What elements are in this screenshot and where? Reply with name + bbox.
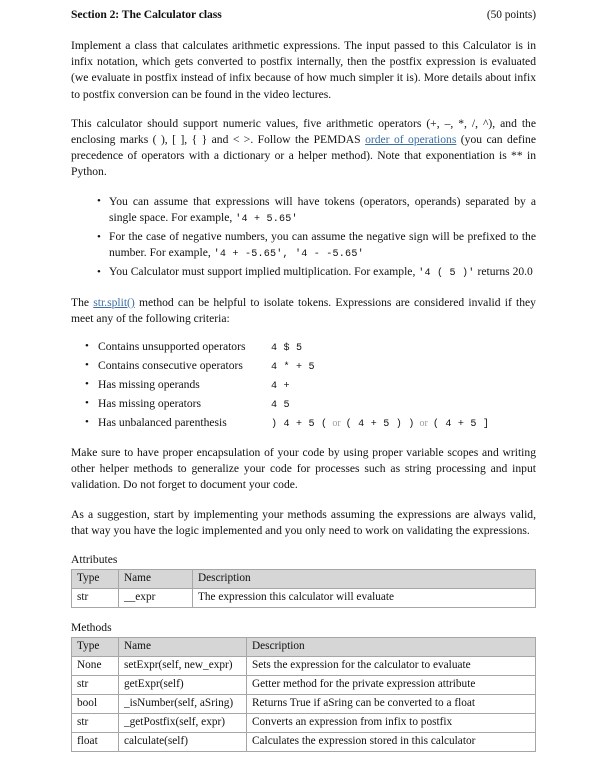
table-header-row xyxy=(72,570,536,589)
list-item xyxy=(97,264,536,282)
criteria-code-1: ( 4 + 5 ) ) xyxy=(345,419,415,431)
cell-description: Returns True if aSring can be converted to a float xyxy=(247,695,536,714)
section-heading xyxy=(71,8,536,21)
bullet-code: '4 ( 5 )' xyxy=(418,268,475,280)
cell-description: Converts an expression from infix to postfix xyxy=(247,714,536,733)
assumption-bullet-list xyxy=(71,194,536,283)
bullet-code: '4 + -5.65', '4 - -5.65' xyxy=(213,249,364,261)
criteria-code-0: 4 5 xyxy=(271,400,290,412)
cell-type: bool xyxy=(72,695,119,714)
paragraph-intro: Implement a class that calculates arithmetic expressions. The input passed to this Calculator is in infix notation, which gets converted to postfix internally, then the postfix expression is evaluated (we evaluate in postfix instead of infix because of how much simpler it is). More details about infix to postfix conversion can be found in the video lectures. xyxy=(71,39,536,101)
str-split-link[interactable]: str.split() xyxy=(93,295,135,309)
cell-description: The expression this calculator will evaluate xyxy=(193,589,536,608)
table-row xyxy=(72,589,536,608)
bullet-code: '4 + 5.65' xyxy=(235,213,298,225)
section-points: (50 points) xyxy=(486,9,536,21)
table-row xyxy=(72,733,536,752)
list-item xyxy=(85,414,536,433)
table-row xyxy=(72,657,536,676)
criteria-label: • Has missing operands xyxy=(98,378,200,392)
criteria-label: • Contains consecutive operators xyxy=(98,359,243,373)
criteria-code-0: ) 4 + 5 ( xyxy=(271,419,328,431)
bullet-text-post: returns 20.0 xyxy=(474,265,533,279)
criteria-code xyxy=(271,414,536,433)
list-item xyxy=(85,338,536,357)
criteria-label: • Contains unsupported operators xyxy=(98,340,246,354)
list-item xyxy=(97,194,536,228)
cell-name: calculate(self) xyxy=(119,733,247,752)
paragraph-encapsulation: Make sure to have proper encapsulation of your code by using proper variable scopes and writing other helper methods to generalize your code for processes such as string processing and input validation. Do not forget to document your code. xyxy=(71,446,536,492)
criteria-label: • Has unbalanced parenthesis xyxy=(98,416,227,430)
document-content xyxy=(71,8,536,764)
criteria-code-0: 4 * + 5 xyxy=(271,362,315,374)
cell-description: Sets the expression for the calculator to evaluate xyxy=(247,657,536,676)
table-header-row xyxy=(72,638,536,657)
methods-caption: Methods xyxy=(71,621,112,635)
table-row xyxy=(72,714,536,733)
column-header-description: Description xyxy=(247,638,536,657)
criteria-code xyxy=(271,395,536,414)
column-header-type: Type xyxy=(72,638,119,657)
column-header-name: Name xyxy=(119,638,247,657)
cell-name: setExpr(self, new_expr) xyxy=(119,657,247,676)
split-text-pre: The xyxy=(71,295,94,309)
column-header-type: Type xyxy=(72,570,119,589)
or-separator: or xyxy=(419,418,428,430)
split-text-post: method can be helpful to isolate tokens. Expressions are considered invalid if they meet any of the following criteria: xyxy=(71,295,536,325)
attributes-table xyxy=(71,569,536,608)
or-separator: or xyxy=(332,418,341,430)
cell-type: str xyxy=(72,714,119,733)
list-item xyxy=(85,395,536,414)
paragraph-split xyxy=(71,295,536,327)
column-header-description: Description xyxy=(193,570,536,589)
order-of-operations-link[interactable]: order of operations xyxy=(365,133,457,147)
methods-table xyxy=(71,637,536,752)
cell-type: str xyxy=(72,676,119,695)
bullet-text-pre: For the case of negative numbers, you can assume the negative sign will be prefixed to the number. For example, xyxy=(109,230,536,260)
criteria-code-2: ( 4 + 5 ] xyxy=(432,419,490,431)
table-row xyxy=(72,695,536,714)
criteria-code xyxy=(271,357,536,376)
list-item xyxy=(85,357,536,376)
section-title: Section 2: The Calculator class xyxy=(71,8,222,21)
cell-name: _getPostfix(self, expr) xyxy=(119,714,247,733)
cell-description: Calculates the expression stored in this calculator xyxy=(247,733,536,752)
criteria-label: • Has missing operators xyxy=(98,397,202,411)
cell-type: str xyxy=(72,589,119,608)
cell-type: None xyxy=(72,657,119,676)
cell-name: _isNumber(self, aSring) xyxy=(119,695,247,714)
cell-name: __expr xyxy=(119,589,193,608)
criteria-list xyxy=(71,338,536,433)
paragraph-suggestion: As a suggestion, start by implementing your methods assuming the expressions are always valid, that way you have the logic implemented and you only need to work on validating the expressions. xyxy=(71,507,536,537)
operators-text-post: (you can define precedence of operators with a dictionary or a helper method). Note that exponentiation is ** in Python. xyxy=(71,133,536,179)
cell-name: getExpr(self) xyxy=(119,676,247,695)
criteria-code xyxy=(271,376,536,395)
bullet-text-pre: You can assume that expressions will have tokens (operators, operands) separated by a single space. For example, xyxy=(109,194,536,224)
criteria-code-0: 4 $ 5 xyxy=(271,343,303,355)
cell-description: Getter method for the private expression attribute xyxy=(247,676,536,695)
column-header-name: Name xyxy=(119,570,193,589)
table-row xyxy=(72,676,536,695)
criteria-code xyxy=(271,338,536,357)
attributes-caption: Attributes xyxy=(71,553,118,567)
cell-type: float xyxy=(72,733,119,752)
criteria-code-0: 4 + xyxy=(271,381,290,393)
list-item xyxy=(85,376,536,395)
list-item xyxy=(97,229,536,263)
paragraph-operators xyxy=(71,116,536,181)
bullet-text-pre: You Calculator must support implied multiplication. For example, xyxy=(109,265,419,279)
operators-text-pre: This calculator should support numeric values, five arithmetic operators (+, –, *, /, ^), and the enclosing marks ( ), [ ], { } and < >. Follow the PEMDAS xyxy=(71,116,536,147)
